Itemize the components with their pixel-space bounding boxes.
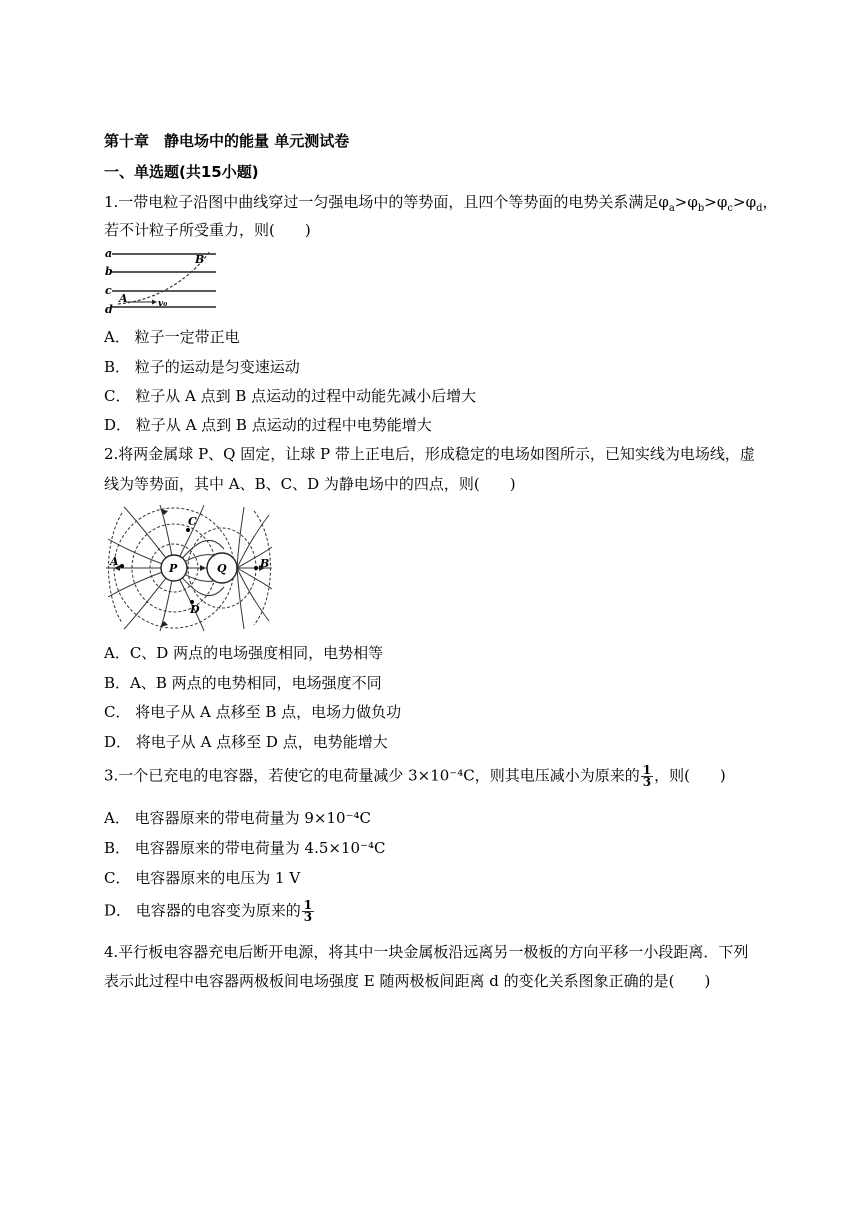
q3-option-d-fraction: $\frac{1}{3}$	[303, 898, 313, 924]
q3-option-b: B． 电容器原来的带电荷量为 4.5×10⁻⁴C	[104, 839, 386, 857]
q2-option-b: B．A、B 两点的电势相同，电场强度不同	[104, 674, 382, 692]
q3-option-a: A． 电容器原来的带电荷量为 9×10⁻⁴C	[104, 809, 371, 827]
q2-label-C: C	[188, 515, 197, 528]
q1-label-d: d	[105, 303, 113, 316]
q2-label-Q: Q	[217, 562, 227, 575]
q1-label-c: c	[105, 284, 112, 297]
q3-option-d: D． 电容器的电容变为原来的 $\frac{1}{3}$	[104, 898, 313, 924]
q1-point-A: A	[119, 292, 128, 305]
q2-stem-line2: 线为等势面，其中 A、B、C、D 为静电场中的四点，则( )	[104, 475, 516, 493]
q2-stem-line1: 2.将两金属球 P、Q 固定，让球 P 带上正电后，形成稳定的电场如图所示，已知实线为电场线，虚	[104, 445, 755, 463]
q2-label-B: B	[260, 557, 270, 570]
q3-option-c: C． 电容器原来的电压为 1 V	[104, 869, 301, 887]
q4-stem-line1: 4.平行板电容器充电后断开电源，将其中一块金属板沿远离另一极板的方向平移一小段距离．下列	[104, 943, 749, 961]
q4-stem-line2: 表示此过程中电容器两极板间电场强度 E 随两极板间距离 d 的变化关系图象正确的是( )	[104, 972, 711, 990]
section-heading: 一、单选题(共15小题)	[104, 163, 259, 181]
q2-option-d: D． 将电子从 A 点移至 D 点，电势能增大	[104, 733, 388, 751]
q1-option-c: C． 粒子从 A 点到 B 点运动的过程中动能先减小后增大	[104, 387, 477, 405]
q2-label-A: A	[110, 555, 119, 568]
q1-point-B: B	[195, 253, 205, 266]
q1-stem-line2: 若不计粒子所受重力，则( )	[104, 221, 311, 239]
q2-label-P: P	[169, 562, 178, 575]
q1-option-b: B． 粒子的运动是匀变速运动	[104, 358, 300, 376]
q3-stem: 3.一个已充电的电容器，若使它的电荷量减少 3×10⁻⁴C，则其电压减小为原来的 $\frac{1}{3}$ ，则( )	[104, 763, 726, 789]
q2-field-figure	[104, 503, 274, 633]
q3-fraction: $\frac{1}{3}$	[642, 763, 652, 789]
q1-label-a: a	[105, 247, 113, 260]
q1-velocity-label: v₀	[158, 299, 168, 309]
q2-option-a: A．C、D 两点的电场强度相同，电势相等	[104, 644, 384, 662]
q2-option-c: C． 将电子从 A 点移至 B 点，电场力做负功	[104, 703, 402, 721]
q1-option-a: A． 粒子一定带正电	[104, 328, 240, 346]
q1-label-b: b	[105, 265, 113, 278]
q2-label-D: D	[190, 603, 200, 616]
q1-stem-line1: 1.一带电粒子沿图中曲线穿过一匀强电场中的等势面，且四个等势面的电势关系满足$\varphi_a>\varphi_b>\varphi_c>\varphi_d$，	[104, 193, 778, 214]
chapter-title: 第十章 静电场中的能量 单元测试卷	[104, 132, 350, 150]
q1-equipotential-figure	[104, 246, 220, 316]
q1-option-d: D． 粒子从 A 点到 B 点运动的过程中电势能增大	[104, 416, 432, 434]
